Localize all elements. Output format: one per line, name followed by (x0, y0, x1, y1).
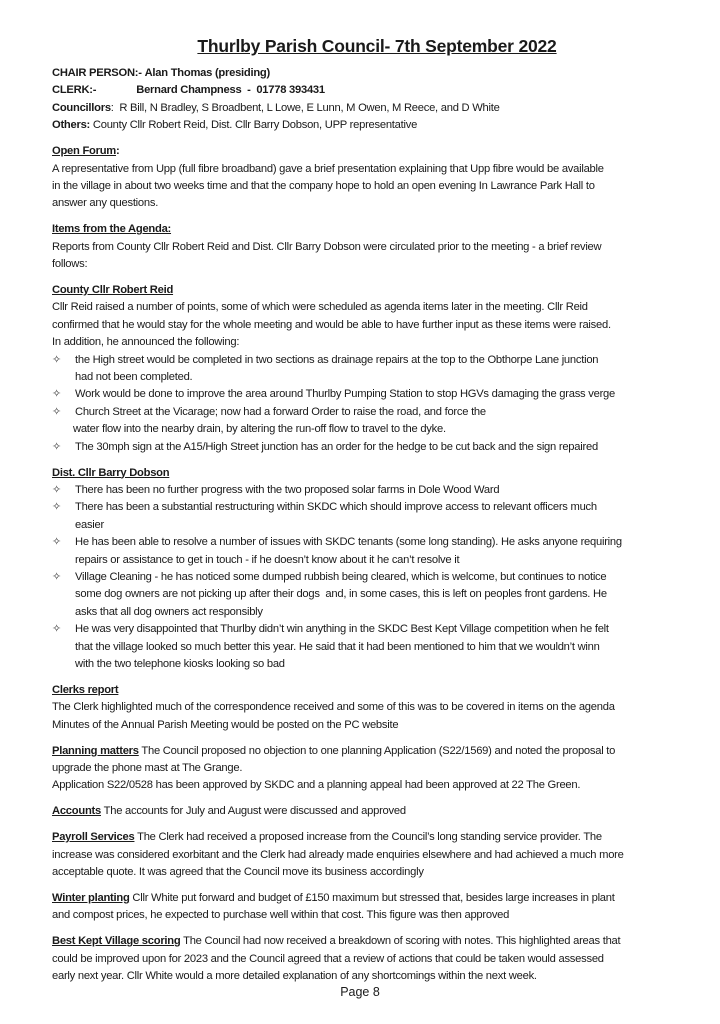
star-bullet-icon: ✧ (52, 353, 61, 366)
star-bullet-icon: ✧ (52, 388, 61, 401)
county-cllr-section (52, 282, 702, 456)
bullet-item (52, 439, 702, 456)
attendance-block (52, 65, 702, 135)
dist-cllr-section (52, 465, 702, 674)
chair-line (52, 65, 702, 82)
star-bullet-icon: ✧ (52, 570, 61, 583)
others-label: Others: (52, 119, 91, 132)
bullet-item (52, 404, 702, 439)
chair-value: Alan Thomas (presiding) (144, 67, 270, 79)
bullet-text-continued: repairs or assistance to get in touch - if he doesn’t know about it he can’t resolve it (75, 553, 460, 566)
agenda-items-heading: Items from the Agenda: (52, 223, 172, 236)
others-line (52, 117, 702, 134)
planning-line: Application S22/0528 has been approved by SKDC and a planning appeal had been approved at 22 The Green. (52, 779, 581, 792)
payroll-line (52, 829, 702, 846)
bullet-item (52, 499, 702, 534)
winter-planting-line: and compost prices, he expected to purchase well within that cost. This figure was then approved (52, 909, 510, 922)
open-forum-section (52, 143, 702, 213)
clerks-report-heading: Clerks report (52, 683, 119, 696)
bullet-text: Work would be done to improve the area around Thurlby Pumping Station to stop HGVs damaging the grass verge (75, 388, 615, 401)
chair-label: CHAIR PERSON:- (52, 67, 142, 79)
star-bullet-icon: ✧ (52, 483, 61, 496)
planning-line (52, 743, 702, 760)
bullet-item (52, 386, 702, 403)
councillors-line (52, 100, 702, 117)
clerk-line (52, 82, 702, 99)
best-kept-line (52, 933, 702, 950)
best-kept-line: early next year. Cllr White would a more detailed explanation of any shortcomings within the next week. (52, 970, 537, 983)
star-bullet-icon: ✧ (52, 440, 61, 453)
best-kept-line: could be improved upon for 2023 and the Council agreed that a review of actions that could be taken would assessed (52, 952, 604, 965)
county-cllr-line: Cllr Reid raised a number of points, some of which were scheduled as agenda items later in the meeting. Cllr Reid (52, 301, 588, 314)
bullet-item (52, 621, 702, 673)
page-title: Thurlby Parish Council- 7th September 2022 (197, 36, 557, 56)
agenda-items-line: Reports from County Cllr Robert Reid and Dist. Cllr Barry Dobson were circulated prior to the meeting - a brief review (52, 240, 602, 253)
agenda-items-section (52, 221, 702, 273)
planning-line: upgrade the phone mast at The Grange. (52, 762, 243, 775)
bullet-text: He has been able to resolve a number of issues with SKDC tenants (some long standing). He asks anyone requiring (75, 536, 622, 549)
bullet-text-continued: water flow into the nearby drain, by altering the run-off flow to travel to the dyke. (73, 423, 446, 436)
clerks-report-line: The Clerk highlighted much of the correspondence received and some of this was to be covered in items on the agenda (52, 701, 615, 714)
bullet-text-continued: some dog owners are not picking up after their dogs and, in some cases, this is left on peoples front gardens. He (75, 588, 607, 601)
councillors-value: : R Bill, N Bradley, S Broadbent, L Lowe, E Lunn, M Owen, M Reece, and D White (110, 101, 500, 114)
county-cllr-line: confirmed that he would stay for the whole meeting and would be able to have further input as these items were raised. (52, 318, 611, 331)
payroll-section (52, 829, 702, 881)
bullet-text: The 30mph sign at the A15/High Street junction has an order for the hedge to be cut back and the sign repaired (75, 440, 598, 453)
bullet-text: There has been no further progress with the two proposed solar farms in Dole Wood Ward (75, 483, 500, 496)
planning-text: The Council proposed no objection to one planning Application (S22/1569) and noted the proposal to (138, 744, 616, 757)
best-kept-section (52, 933, 702, 985)
bullet-text: There has been a substantial restructuring within SKDC which should improve access to relevant officers much (75, 501, 597, 514)
planning-section (52, 743, 702, 795)
accounts-text: The accounts for July and August were discussed and approved (100, 805, 406, 818)
councillors-label: Councillors (52, 101, 111, 114)
star-bullet-icon: ✧ (52, 623, 61, 636)
county-cllr-line: In addition, he announced the following: (52, 336, 240, 349)
bullet-text: Village Cleaning - he has noticed some dumped rubbish being cleared, which is welcome, but continues to notice (75, 570, 607, 583)
dist-cllr-heading: Dist. Cllr Barry Dobson (52, 466, 170, 479)
bullet-item (52, 534, 702, 569)
best-kept-heading: Best Kept Village scoring (52, 935, 181, 948)
clerks-report-line: Minutes of the Annual Parish Meeting would be posted on the PC website (52, 718, 399, 731)
county-cllr-heading: County Cllr Robert Reid (52, 283, 174, 296)
winter-planting-line (52, 890, 702, 907)
open-forum-heading-text: Open Forum (52, 145, 117, 158)
bullet-text-continued: easier (75, 518, 104, 531)
winter-planting-text: Cllr White put forward and budget of £150 maximum but stressed that, besides large increases in plant (129, 891, 615, 904)
open-forum-line: A representative from Upp (full fibre broadband) gave a brief presentation explaining that Upp fibre would be available (52, 162, 604, 175)
bullet-text: Church Street at the Vicarage; now had a forward Order to raise the road, and force the (75, 405, 486, 418)
bullet-text-continued: had not been completed. (75, 371, 193, 383)
bullet-item (52, 352, 702, 387)
bullet-item (52, 569, 702, 621)
planning-heading: Planning matters (52, 744, 139, 757)
open-forum-heading-suffix: : (116, 145, 120, 158)
county-cllr-bullet-list (52, 352, 702, 456)
accounts-heading: Accounts (52, 805, 101, 818)
bullet-text-continued: with the two telephone kiosks looking so bad (75, 658, 285, 670)
winter-planting-section (52, 890, 702, 925)
star-bullet-icon: ✧ (52, 536, 61, 549)
payroll-text: The Clerk had received a proposed increase from the Council’s long standing service provider. The (134, 831, 602, 844)
open-forum-line: in the village in about two weeks time and that the company hope to hold an open evening In Lawrance Park Hall to (52, 179, 595, 192)
others-value: County Cllr Robert Reid, Dist. Cllr Barry Dobson, UPP representative (90, 119, 418, 132)
page-number: Page 8 (340, 985, 380, 999)
open-forum-heading (52, 143, 702, 160)
bullet-text-continued: that the village looked so much better this year. He said that it had been mentioned to him that we wouldn’t winn (75, 640, 600, 653)
payroll-heading: Payroll Services (52, 831, 135, 844)
bullet-item (52, 482, 702, 499)
star-bullet-icon: ✧ (52, 501, 61, 514)
accounts-line (52, 803, 702, 820)
clerks-report-section (52, 682, 702, 734)
dist-cllr-bullet-list (52, 482, 702, 673)
clerk-value: Bernard Champness - 01778 393431 (136, 84, 325, 97)
star-bullet-icon: ✧ (52, 405, 61, 418)
clerk-label: CLERK:- (52, 84, 97, 97)
bullet-text-continued: asks that all dog owners act responsibly (75, 605, 263, 618)
best-kept-text: The Council had now received a breakdown of scoring with notes. This highlighted areas that (180, 935, 621, 948)
payroll-line: acceptable quote. It was agreed that the Council move its business accordingly (52, 866, 424, 879)
open-forum-line: answer any questions. (52, 197, 159, 210)
bullet-text: He was very disappointed that Thurlby didn’t win anything in the SKDC Best Kept Village competition when he felt (75, 623, 609, 636)
document-page (52, 36, 702, 986)
payroll-line: increase was considered exorbitant and the Clerk had already made enquiries elsewhere and had achieved a much more (52, 848, 624, 861)
accounts-section (52, 803, 702, 820)
agenda-items-line: follows: (52, 258, 88, 271)
bullet-text: the High street would be completed in two sections as drainage repairs at the top to the Obthorpe Lane junction (75, 353, 599, 366)
winter-planting-heading: Winter planting (52, 891, 130, 904)
